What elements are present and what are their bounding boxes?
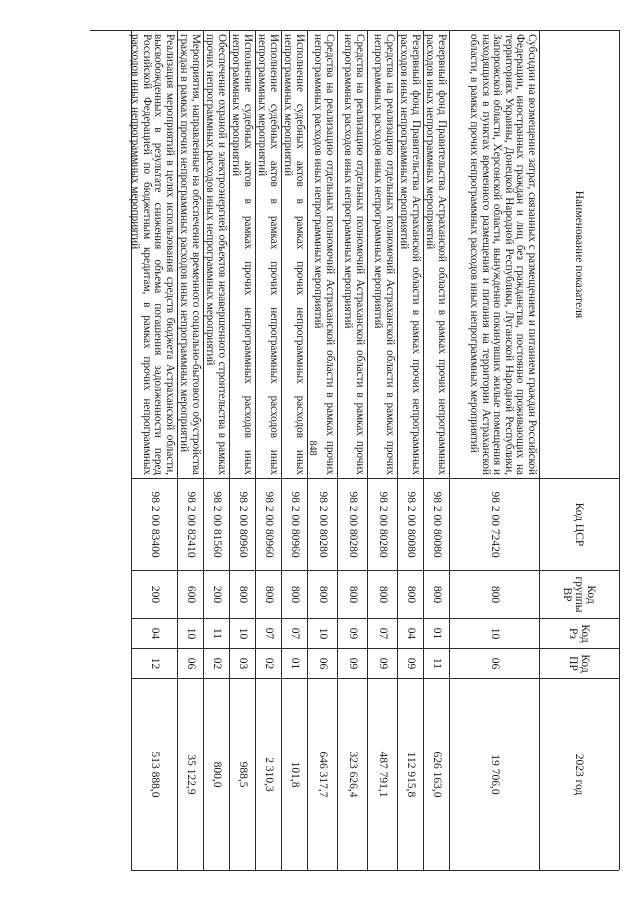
row-amount: 988,5 — [229, 679, 255, 871]
row-rz: 07 — [367, 619, 397, 649]
row-pr: 09 — [337, 649, 367, 679]
row-amount: 35 122,9 — [177, 679, 203, 871]
row-vr: 800 — [255, 571, 281, 619]
row-rz: 10 — [449, 619, 539, 649]
row-name: Исполнение судебных актов в рамках прочих непрограммных расходов иных непрограммных мероприятий — [281, 31, 307, 479]
row-csr: 98 2 00 80280 — [367, 479, 397, 571]
row-vr: 800 — [397, 571, 423, 619]
header-rz: Код Рз — [539, 619, 619, 649]
header-pr: Код ПР — [539, 649, 619, 679]
row-vr: 800 — [337, 571, 367, 619]
row-csr: 98 2 00 80960 — [229, 479, 255, 571]
row-csr: 98 2 00 72420 — [449, 479, 539, 571]
row-rz: 11 — [203, 619, 229, 649]
row-name: Средства на реализацию отдельных полномочий Астраханской области в рамках прочих непрограммных расходов иных непрограммных мероприятий — [337, 31, 367, 479]
row-vr: 800 — [367, 571, 397, 619]
row-rz: 09 — [337, 619, 367, 649]
row-amount: 487 791,1 — [367, 679, 397, 871]
row-name: Средства на реализацию отдельных полномочий Астраханской области в рамках прочих непрограммных расходов иных непрограммных мероприятий — [307, 31, 337, 479]
row-name: Средства на реализацию отдельных полномочий Астраханской области в рамках прочих непрограммных расходов иных непрограммных мероприятий — [367, 31, 397, 479]
row-pr: 02 — [203, 649, 229, 679]
row-vr: 200 — [131, 571, 177, 619]
row-amount: 513 888,0 — [131, 679, 177, 871]
row-vr: 800 — [449, 571, 539, 619]
row-rz: 10 — [177, 619, 203, 649]
row-pr: 01 — [281, 649, 307, 679]
page-number: 848 — [307, 440, 318, 456]
row-vr: 800 — [229, 571, 255, 619]
row-pr: 09 — [367, 649, 397, 679]
row-csr: 98 2 00 80280 — [307, 479, 337, 571]
row-amount: 626 163,0 — [423, 679, 449, 871]
row-csr: 98 2 00 80280 — [337, 479, 367, 571]
row-rz: 01 — [423, 619, 449, 649]
row-amount: 101,8 — [281, 679, 307, 871]
row-csr: 98 2 00 80960 — [281, 479, 307, 571]
row-amount: 2 310,3 — [255, 679, 281, 871]
row-amount: 323 626,4 — [337, 679, 367, 871]
row-csr: 98 2 00 80080 — [397, 479, 423, 571]
row-vr: 800 — [423, 571, 449, 619]
row-vr: 600 — [177, 571, 203, 619]
row-pr: 12 — [131, 649, 177, 679]
row-name: Резервный фонд Правительства Астраханской области в рамках прочих непрограммных расходов иных непрограммных мероприятий — [397, 31, 423, 479]
budget-table — [90, 30, 620, 870]
header-name: Наименование показателя — [539, 31, 619, 479]
row-rz: 04 — [397, 619, 423, 649]
row-pr: 06 — [449, 649, 539, 679]
row-vr: 200 — [203, 571, 229, 619]
row-pr: 09 — [397, 649, 423, 679]
row-name: Реализация мероприятий в целях использования средств бюджета Астраханской области, высвобожденных в результате снижения объема погашения задолженности перед Российской Федерацией по бюджетным кредитам, в рамках прочих непрограммных расходов иных непрограммных мероприятий — [131, 31, 177, 479]
row-name: Резервный фонд Правительства Астраханской области в рамках прочих непрограммных расходов иных непрограммных мероприятий — [423, 31, 449, 479]
row-rz: 04 — [131, 619, 177, 649]
row-name: Мероприятия, направленные на обеспечение временного социально-бытового обустройства граждан в рамках прочих непрограммных расходов иных непрограммных мероприятий — [177, 31, 203, 479]
header-vr: Код группы ВР — [539, 571, 619, 619]
row-pr: 02 — [255, 649, 281, 679]
row-rz: 07 — [255, 619, 281, 649]
row-pr: 06 — [307, 649, 337, 679]
row-name: Субсидии на возмещение затрат, связанных с размещением и питанием граждан Российской Федерации, иностранных граждан и лиц без гражданства, постоянно проживающих на территориях Украины, Донецкой Народной Республики, Луганской Народной Республики, Запорожской области, Херсонской области, вынужденно покинувших жилые помещения и находящихся в пунктах временного размещения и питания на территории Астраханской области, в рамках прочих непрограммных расходов иных непрограммных мероприятий — [449, 31, 539, 479]
row-csr: 98 2 00 80960 — [255, 479, 281, 571]
row-amount: 800,0 — [203, 679, 229, 871]
header-year: 2023 год — [539, 679, 619, 871]
row-csr: 98 2 00 82410 — [177, 479, 203, 571]
row-pr: 03 — [229, 649, 255, 679]
row-vr: 800 — [281, 571, 307, 619]
row-name: Исполнение судебных актов в рамках прочих непрограммных расходов иных непрограммных мероприятий — [255, 31, 281, 479]
row-csr: 98 2 00 83400 — [131, 479, 177, 571]
header-csr: Код ЦСР — [539, 479, 619, 571]
row-pr: 06 — [177, 649, 203, 679]
row-rz: 10 — [307, 619, 337, 649]
row-name: Обеспечение охраной и электроэнергией объектов незавершенного строительства в рамках прочих непрограммных расходов иных непрограммных мероприятий — [203, 31, 229, 479]
row-amount: 19 706,0 — [449, 679, 539, 871]
row-csr: 98 2 00 81560 — [203, 479, 229, 571]
row-rz: 10 — [229, 619, 255, 649]
row-rz: 07 — [281, 619, 307, 649]
row-vr: 800 — [307, 571, 337, 619]
row-name: Исполнение судебных актов в рамках прочих непрограммных расходов иных непрограммных мероприятий — [229, 31, 255, 479]
row-csr: 98 2 00 80080 — [423, 479, 449, 571]
row-amount: 646 317,7 — [307, 679, 337, 871]
row-pr: 11 — [423, 649, 449, 679]
row-amount: 112 915,8 — [397, 679, 423, 871]
